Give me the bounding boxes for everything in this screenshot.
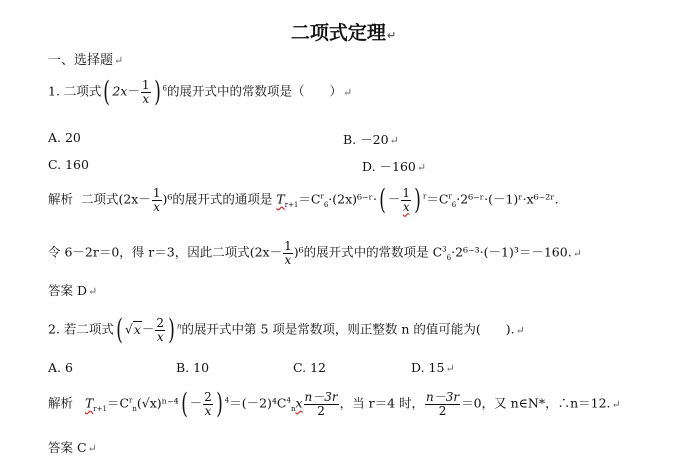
q2-answer: 答案 C↵ xyxy=(48,440,97,455)
q1-answer: 答案 D↵ xyxy=(48,283,98,298)
q2-option-d: D. 15↵ xyxy=(411,360,455,375)
q1-solution-line-1: 解析 二项式(2x－ $\frac{1}{x}$ )⁶的展开式的通项是 $T_{r+1}=C^r_6\cdot(2x)^{6-}ʳ\cdot$( － $\frac{1}{x}$ ) $^r=C^r_6\cdot 2^{6-}ʳ\cdot(-1)ʳ\cdot x^{6-2}ʳ$. xyxy=(48,183,559,216)
q2-option-a: A. 6 xyxy=(48,360,73,375)
page-title: 二项式定理↵ xyxy=(290,22,397,44)
question-2-stem: 2. 若二项式( √x－ $\frac{2}{x}$ ) $^n$的展开式中第 5 项是常数项，则正整数 n 的值可能为( ).↵ xyxy=(48,313,525,346)
q2-option-c: C. 12 xyxy=(293,360,326,375)
q1-option-c: C. 160 xyxy=(48,157,89,172)
q1-solution-line-2: 令 6－2r＝0，得 r＝3，因此二项式(2x－ $\frac{1}{x}$ )⁶的展开式中的常数项是 $C^3_6\cdot 2^{6-3}\cdot(-1)^3=-160.↵$ xyxy=(48,239,582,267)
q1-option-a: A. 20 xyxy=(48,130,81,145)
q1-option-d: D. －160↵ xyxy=(362,159,427,174)
q1-option-b: B. －20↵ xyxy=(343,132,399,147)
section-heading: 一、选择题↵ xyxy=(48,53,124,68)
q2-option-b: B. 10 xyxy=(176,360,210,375)
question-1-stem: 1. 二项式( 2x－ $\frac{1}{x}$ ) $^6$的展开式中的常数项是（ ）↵ xyxy=(48,75,353,108)
q2-solution: 解析 $T_{r+1}=C^r_n(√x)^{n-4}$( － $\frac{2}{x}$ ) $^4=(-2)^4C^4_nx$ $\frac{n-3r}{2}$ ，当 r＝4 时， $\frac{n-3r}{2}$ ＝0，又 n∈N*，∴n＝12.↵ xyxy=(48,387,621,420)
